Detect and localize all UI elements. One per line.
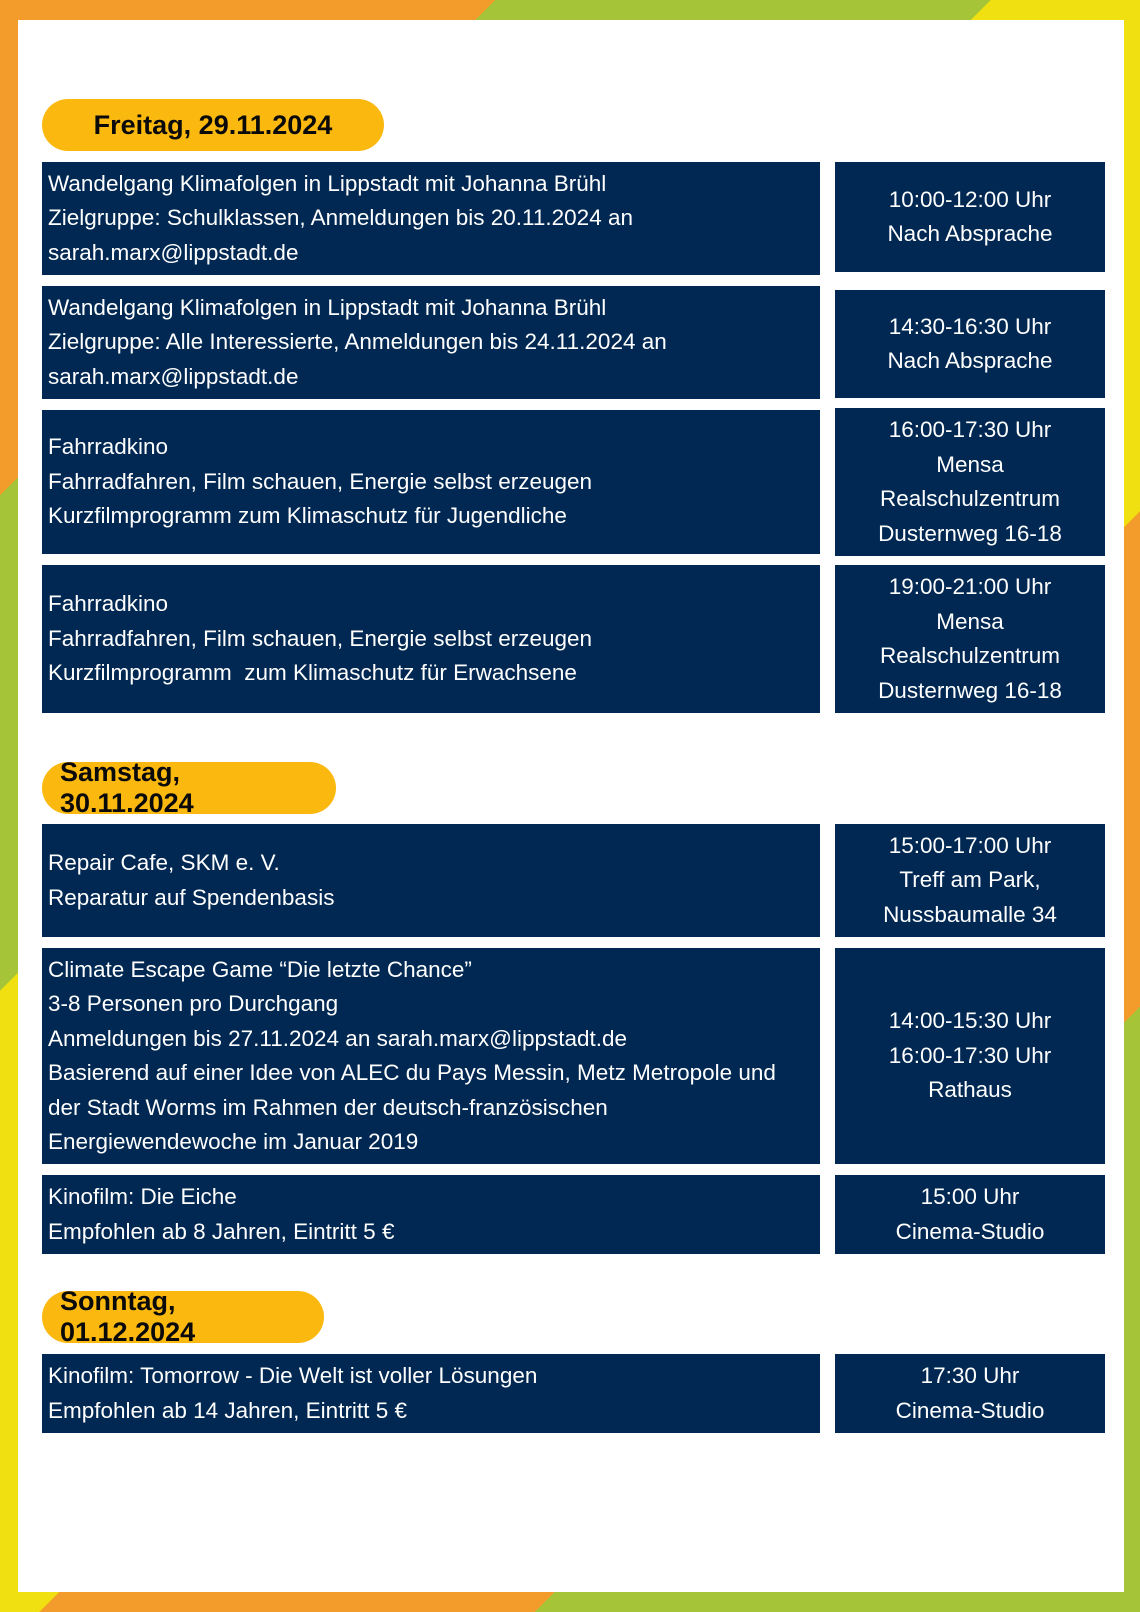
event-details [835, 1175, 1105, 1254]
event-description [42, 824, 820, 937]
event-info: Empfohlen ab 8 Jahren, Eintritt 5 € [48, 1218, 395, 1244]
event-address: Dusternweg 16-18 [878, 520, 1062, 546]
event-time: 15:00-17:00 Uhr [888, 832, 1052, 858]
event-title: Fahrradkino [48, 591, 169, 617]
event-location: Realschulzentrum [879, 643, 1061, 668]
event-description [42, 162, 820, 275]
event-description [42, 1175, 820, 1254]
event-time: 14:00-15:30 Uhr [888, 1008, 1052, 1034]
event-title: Repair Cafe, SKM e. V. [48, 850, 280, 875]
event-info: 3-8 Personen pro Durchgang [48, 991, 339, 1016]
event-time: 19:00-21:00 Uhr [888, 574, 1052, 599]
day-heading-sunday: Sonntag, 01.12.2024 [42, 1291, 324, 1343]
event-address: Nussbaumalle 34 [883, 901, 1057, 927]
event-info: Basierend auf einer Idee von ALEC du Pays Messin, Metz Metropole und [48, 1060, 776, 1085]
event-time: 16:00-17:30 Uhr [888, 417, 1052, 442]
event-info: Fahrradfahren, Film schauen, Energie selbst erzeugen [48, 468, 593, 494]
event-details [835, 948, 1105, 1164]
day-heading-saturday: Samstag, 30.11.2024 [42, 762, 336, 814]
event-info: Empfohlen ab 14 Jahren, Eintritt 5 € [48, 1397, 407, 1423]
event-title: Kinofilm: Tomorrow - Die Welt ist voller Lösungen [48, 1363, 538, 1388]
event-info: der Stadt Worms im Rahmen der deutsch-französischen [48, 1094, 608, 1120]
event-title: Wandelgang Klimafolgen in Lippstadt mit Johanna Brühl [48, 294, 607, 320]
event-time: 10:00-12:00 Uhr [888, 186, 1052, 212]
day-heading-friday: Freitag, 29.11.2024 [42, 99, 384, 151]
event-details [835, 408, 1105, 556]
event-details [835, 290, 1105, 398]
event-address: Dusternweg 16-18 [878, 677, 1062, 703]
event-location: Rathaus [928, 1077, 1012, 1103]
event-info: Kurzfilmprogramm zum Klimaschutz für Erwachsene [48, 660, 577, 686]
event-time: 14:30-16:30 Uhr [888, 313, 1052, 339]
event-details [835, 565, 1105, 713]
event-time: 17:30 Uhr [920, 1363, 1020, 1388]
event-title: Wandelgang Klimafolgen in Lippstadt mit Johanna Brühl [48, 170, 607, 196]
event-title: Kinofilm: Die Eiche [48, 1184, 237, 1209]
event-location: Mensa [936, 608, 1004, 634]
event-location: Cinema-Studio [895, 1218, 1045, 1244]
event-location: Realschulzentrum [879, 486, 1061, 511]
event-location: Mensa [936, 451, 1004, 477]
event-info: Kurzfilmprogramm zum Klimaschutz für Jugendliche [48, 503, 567, 529]
event-title: Fahrradkino [48, 434, 169, 460]
event-details [835, 162, 1105, 272]
event-description [42, 410, 820, 554]
event-location: Nach Absprache [887, 221, 1053, 246]
event-info: Zielgruppe: Alle Interessierte, Anmeldungen bis 24.11.2024 an [48, 329, 667, 355]
event-time: 15:00 Uhr [920, 1184, 1020, 1209]
event-info: Reparatur auf Spendenbasis [48, 884, 335, 910]
event-description [42, 1354, 820, 1433]
event-description [42, 286, 820, 399]
event-details [835, 824, 1105, 937]
event-info: Energiewendewoche im Januar 2019 [48, 1129, 419, 1154]
event-title: Climate Escape Game “Die letzte Chance” [48, 956, 472, 982]
event-info: sarah.marx@lippstadt.de [48, 363, 299, 389]
event-info: Anmeldungen bis 27.11.2024 an sarah.marx@lippstadt.de [48, 1025, 628, 1051]
event-location: Nach Absprache [887, 348, 1053, 373]
event-info: sarah.marx@lippstadt.de [48, 239, 299, 265]
event-location: Treff am Park, [899, 867, 1041, 893]
event-description [42, 948, 820, 1164]
event-info: Fahrradfahren, Film schauen, Energie selbst erzeugen [48, 625, 593, 651]
event-details [835, 1354, 1105, 1433]
event-description [42, 565, 820, 713]
event-time: 16:00-17:30 Uhr [888, 1042, 1052, 1068]
event-location: Cinema-Studio [895, 1397, 1045, 1423]
event-info: Zielgruppe: Schulklassen, Anmeldungen bis 20.11.2024 an [48, 205, 633, 231]
